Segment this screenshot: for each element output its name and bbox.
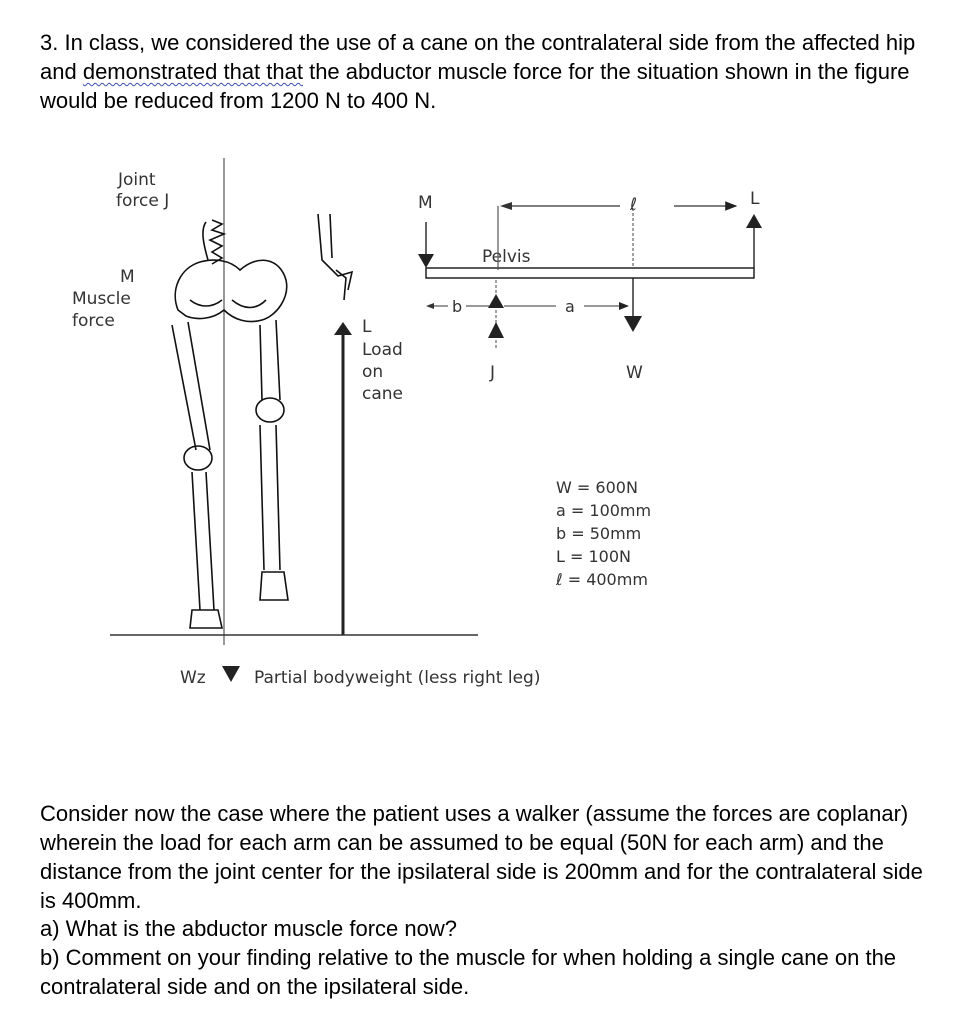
muscle-arrow-head	[418, 254, 434, 268]
muscle-label: Muscle	[72, 289, 131, 309]
l-right-label: L	[750, 189, 760, 209]
pelvis-label: Pelvis	[482, 247, 531, 267]
cane-arrow	[334, 322, 352, 335]
l-label: L	[362, 317, 372, 337]
cane-label: cane	[362, 384, 403, 404]
scenario-text: Consider now the case where the patient uses a walker (assume the forces are coplanar) wherein the load for each arm can be assumed to be equal (50N for each arm) and the distance from the joint center for the ipsilateral side is 200mm and for the contralateral side is 400mm.	[40, 801, 923, 913]
m-top-label: M	[418, 193, 433, 213]
partial-bodyweight-label: Partial bodyweight (less right leg)	[254, 668, 541, 688]
cane-force-arrow	[746, 214, 762, 228]
wz-arrow	[222, 666, 240, 682]
joint-force-label: force J	[116, 191, 170, 211]
j-arrow-head-upper	[488, 294, 504, 308]
ell-label: ℓ	[630, 195, 638, 215]
pelvis-beam	[426, 268, 754, 278]
underlined-phrase: demonstrated that that	[82, 59, 303, 84]
intro-rest: the abductor muscle force for the situation shown in the figure would be reduced from 1200 N to 400 N.	[40, 59, 910, 113]
j-label: J	[490, 363, 496, 383]
w-arrow-head	[624, 316, 642, 332]
w-label: W	[626, 363, 643, 383]
joint-label: Joint	[118, 170, 156, 190]
value-w: W = 600N	[556, 478, 638, 497]
intro-text: 3. In class, we considered the use of a cane on the contralateral side from the affected hip and	[40, 30, 916, 84]
value-ell: ℓ = 400mm	[556, 570, 648, 589]
b-label: b	[452, 297, 463, 316]
hip-cane-figure	[0, 150, 967, 710]
value-l: L = 100N	[556, 547, 631, 566]
j-arrow-head	[488, 322, 504, 338]
a-label: a	[565, 297, 575, 316]
load-label: Load	[362, 340, 403, 360]
value-b: b = 50mm	[556, 524, 642, 543]
value-a: a = 100mm	[556, 501, 652, 520]
b-arrow	[426, 303, 434, 309]
muscle-force-label: force	[72, 311, 115, 331]
wz-label: Wz	[180, 668, 206, 688]
skeleton-sketch	[172, 214, 352, 628]
question-part-a: a) What is the abductor muscle force now?	[40, 916, 457, 941]
muscle-m-label: M	[120, 267, 135, 287]
question-part-b: b) Comment on your finding relative to the muscle for when holding a single cane on the contralateral side and on the ipsilateral side.	[40, 945, 897, 999]
question-intro	[40, 28, 940, 115]
on-label: on	[362, 362, 384, 382]
ell-arrow-left	[500, 202, 512, 210]
